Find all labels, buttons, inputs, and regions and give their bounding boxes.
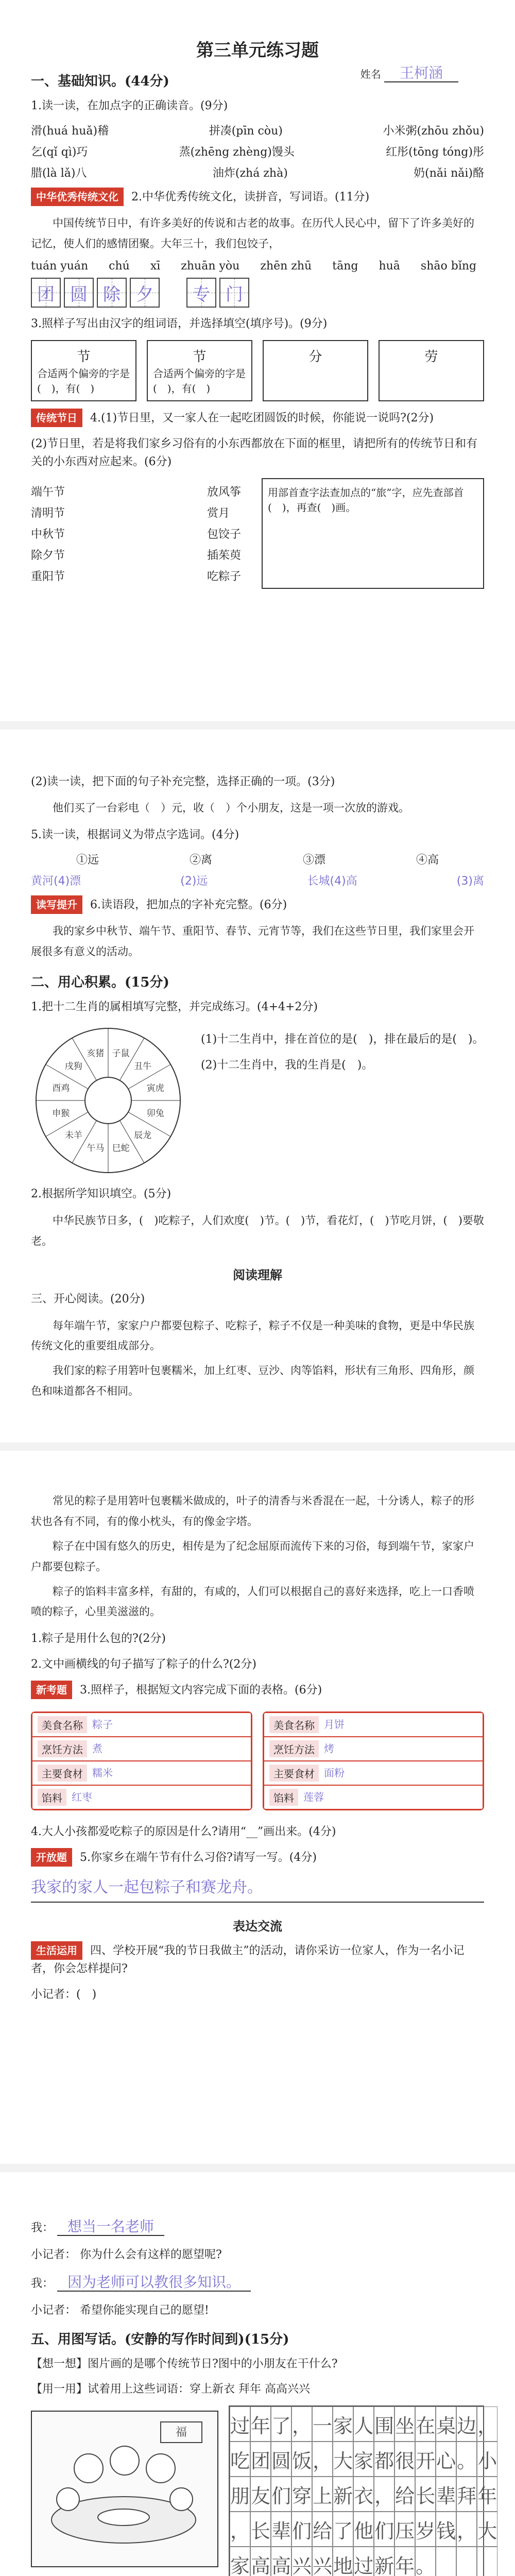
section-3-heading bbox=[31, 1290, 484, 1308]
food-value[interactable]: 烤 bbox=[324, 1742, 334, 1755]
writing-cell[interactable]: 除 bbox=[97, 278, 127, 308]
page-4 bbox=[0, 2164, 515, 2576]
q6-item: (2)远 bbox=[180, 875, 208, 888]
food-value[interactable]: 红枣 bbox=[72, 1790, 92, 1803]
food-table bbox=[31, 1711, 252, 1810]
q1-item: 拼凑(pīn còu) bbox=[209, 125, 283, 138]
pinyin: zhēn zhū bbox=[260, 260, 312, 273]
match-right-col bbox=[207, 483, 241, 584]
q6-option: ③漂 bbox=[302, 854, 325, 867]
writing-cell[interactable]: 团 bbox=[31, 278, 61, 308]
composition-grid[interactable] bbox=[229, 2405, 497, 2576]
composition-cell[interactable]: ， bbox=[374, 2477, 394, 2512]
composition-cell[interactable]: ， bbox=[477, 2406, 497, 2442]
dialog-line bbox=[31, 2246, 484, 2264]
q7-text: 6.读语段，把加点的字补充完整。(6分) bbox=[90, 899, 287, 912]
question-4 bbox=[31, 409, 484, 427]
match-left-item[interactable]: 除夕节 bbox=[31, 549, 65, 562]
q1-item: 红彤(tōng tóng)彤 bbox=[386, 146, 484, 159]
composition-cell[interactable]: 家 bbox=[353, 2442, 374, 2477]
writing-prompt-2: 【用一用】试着用上这些词语：穿上新衣 拜年 高高兴兴 bbox=[31, 2383, 310, 2396]
composition-cell[interactable]: 长 bbox=[415, 2477, 436, 2512]
composition-cell[interactable]: 新 bbox=[333, 2477, 353, 2512]
q9-text: 中华民族节日多，( )吃粽子，人们欢度( )节。( )节，看花灯，( )节吃月饼，( )要敬老。 bbox=[31, 1214, 484, 1247]
match-left-item[interactable]: 重阳节 bbox=[31, 570, 65, 583]
q4-match-area bbox=[31, 478, 484, 589]
q1-item: 奶(nǎi nǎi)酪 bbox=[414, 167, 484, 180]
composition-cell[interactable]: 桌 bbox=[436, 2406, 456, 2442]
match-exercise bbox=[31, 483, 241, 584]
q2-passage: 中国传统节日中，有许多美好的传说和古老的故事。在历代人民心中，留下了许多美好的记忆，使人们的感情团聚。大年三十，我们包饺子， bbox=[31, 217, 474, 250]
q15-text: 四、学校开展“我的节日我做主”的活动，请你采访一位家人，作为一名小记者，你会怎样提问? bbox=[31, 1944, 465, 1976]
page-1 bbox=[0, 0, 515, 721]
reading-paragraph: 粽子的馅料丰富多样，有甜的，有咸的，人们可以根据自己的喜好来选择，吃上一口香喷喷的粽子，心里美滋滋的。 bbox=[31, 1585, 474, 1618]
q6-item: 黄河(4)漂 bbox=[31, 875, 81, 888]
composition-cell[interactable]: 地 bbox=[333, 2547, 353, 2576]
composition-cell[interactable]: 了 bbox=[333, 2512, 353, 2547]
food-row bbox=[264, 1737, 483, 1761]
composition-cell[interactable]: 年 bbox=[394, 2547, 415, 2576]
composition-cell[interactable]: 他 bbox=[353, 2512, 374, 2547]
food-label: 主要食材 bbox=[269, 1765, 319, 1782]
dialog-question: 你为什么会有这样的愿望呢? bbox=[80, 2248, 222, 2261]
food-label: 馅料 bbox=[38, 1789, 66, 1806]
q8-sub1: (1)十二生肖中，排在首位的是( )，排在最后的是( )。 bbox=[201, 1033, 484, 1046]
composition-cell[interactable]: 饭 bbox=[291, 2442, 312, 2477]
name-line bbox=[360, 62, 458, 82]
composition-cell[interactable]: 家 bbox=[230, 2547, 250, 2576]
composition-cell[interactable]: 辈 bbox=[271, 2512, 291, 2547]
match-right-item[interactable]: 包饺子 bbox=[207, 528, 241, 541]
food-value[interactable]: 月饼 bbox=[324, 1718, 345, 1731]
zodiac-label: 寅虎 bbox=[146, 1083, 164, 1094]
svg-text:福: 福 bbox=[175, 2426, 187, 2439]
q3-box bbox=[379, 340, 484, 401]
composition-cell[interactable]: 岁 bbox=[415, 2512, 436, 2547]
question-10: 1.粽子是用什么包的?(2分) bbox=[31, 1632, 166, 1646]
question-2 bbox=[31, 188, 484, 206]
q6-option: ④高 bbox=[416, 854, 439, 867]
question-12 bbox=[31, 1681, 484, 1699]
zodiac-label: 申猴 bbox=[52, 1109, 70, 1120]
composition-cell[interactable]: 们 bbox=[271, 2477, 291, 2512]
zodiac-label: 丑牛 bbox=[134, 1061, 152, 1072]
writing-prompt: 【想一想】图片画的是哪个传统节日?图中的小朋友在干什么? bbox=[31, 2357, 338, 2370]
q12-text: 3.照样子，根据短文内容完成下面的表格。(6分) bbox=[80, 1683, 322, 1697]
zodiac-divider bbox=[72, 1038, 97, 1080]
composition-cell[interactable]: 开 bbox=[415, 2442, 436, 2477]
composition-cell[interactable]: 在 bbox=[415, 2406, 436, 2442]
composition-cell[interactable]: 。 bbox=[415, 2547, 436, 2576]
q6-items bbox=[31, 872, 484, 888]
question-1: 1.读一读，在加点字的正确读音。(9分) bbox=[31, 99, 228, 112]
zodiac-label: 午马 bbox=[87, 1143, 105, 1154]
q3-boxes bbox=[31, 340, 484, 401]
food-tables bbox=[31, 1706, 484, 1816]
pinyin: chú bbox=[109, 260, 130, 273]
dialog-label: 小记者： bbox=[31, 2303, 77, 2317]
dialog-line bbox=[31, 2215, 484, 2239]
composition-cell[interactable]: 年 bbox=[477, 2477, 497, 2512]
food-row bbox=[264, 1713, 483, 1737]
food-label: 烹饪方法 bbox=[269, 1740, 319, 1757]
q14-text: 5.你家乡在端午节有什么习俗?请写一写。(4分) bbox=[80, 1851, 317, 1865]
dialog-line bbox=[31, 2271, 484, 2294]
composition-cell[interactable]: 很 bbox=[394, 2442, 415, 2477]
q7-tag: 读写提升 bbox=[31, 895, 82, 914]
composition-cell[interactable]: 过 bbox=[230, 2406, 250, 2442]
food-value[interactable]: 面粉 bbox=[324, 1766, 345, 1779]
composition-cell[interactable]: 压 bbox=[394, 2512, 415, 2547]
pinyin: zhuān yòu bbox=[181, 260, 240, 273]
q6-options bbox=[31, 851, 484, 867]
q5-sentence: 他们买了一台彩电（ ）元，收（ ）个小朋友，这是一项一次放的游戏。 bbox=[53, 802, 409, 815]
family-dinner-illustration bbox=[31, 2411, 218, 2567]
page-title: 第三单元练习题 bbox=[196, 40, 319, 61]
name-value: 王柯涵 bbox=[384, 64, 458, 82]
composition-cell[interactable]: 都 bbox=[374, 2442, 394, 2477]
composition-cell[interactable]: 人 bbox=[353, 2406, 374, 2442]
q8-sub2: (2)十二生肖中，我的生肖是( )。 bbox=[201, 1058, 373, 1072]
composition-cell[interactable]: 圆 bbox=[271, 2442, 291, 2477]
zodiac-label: 亥猪 bbox=[87, 1048, 105, 1059]
pinyin: huā bbox=[379, 260, 400, 273]
writing-cell[interactable]: 圆 bbox=[64, 278, 94, 308]
zodiac-inner-ring bbox=[85, 1077, 131, 1124]
pinyin: shāo bǐng bbox=[420, 260, 477, 273]
food-row bbox=[32, 1713, 251, 1737]
writing-cell[interactable]: 夕 bbox=[130, 278, 160, 308]
composition-cell[interactable]: ， bbox=[312, 2442, 333, 2477]
composition-cell[interactable]: 给 bbox=[394, 2477, 415, 2512]
food-row bbox=[32, 1737, 251, 1761]
composition-cell[interactable]: 友 bbox=[250, 2477, 271, 2512]
composition-cell[interactable]: 坐 bbox=[394, 2406, 415, 2442]
composition-cell[interactable]: 吃 bbox=[230, 2442, 250, 2477]
zodiac-label: 子鼠 bbox=[112, 1048, 130, 1059]
question-5: (2)读一读，把下面的句子补充完整，选择正确的一项。(3分) bbox=[31, 775, 335, 788]
composition-cell[interactable]: 拜 bbox=[456, 2477, 477, 2512]
q6-item: (3)离 bbox=[456, 875, 484, 888]
q14-answer[interactable]: 我家的家人一起包粽子和赛龙舟。 bbox=[31, 1874, 484, 1903]
zodiac-label: 卯兔 bbox=[146, 1109, 164, 1120]
reading-title: 阅读理解 bbox=[233, 1267, 282, 1283]
food-label: 美食名称 bbox=[269, 1716, 319, 1733]
question-15 bbox=[31, 1941, 484, 1978]
zodiac-area bbox=[31, 1023, 484, 1178]
composition-cell[interactable]: 新 bbox=[374, 2547, 394, 2576]
composition-cell[interactable] bbox=[436, 2547, 456, 2576]
dialog-label: 我： bbox=[31, 2222, 54, 2234]
composition-cell[interactable]: 大 bbox=[333, 2442, 353, 2477]
dialog-question: 希望你能实现自己的愿望! bbox=[80, 2303, 209, 2317]
q1-items-row-3 bbox=[31, 164, 484, 180]
q6-option: ①远 bbox=[76, 854, 99, 867]
page-3 bbox=[0, 1443, 515, 2164]
match-right-item[interactable]: 插茱萸 bbox=[207, 549, 241, 562]
zodiac-divider bbox=[72, 1121, 97, 1163]
composition-cell[interactable]: 穿 bbox=[291, 2477, 312, 2512]
dialog-label: 我： bbox=[31, 2277, 54, 2290]
pinyin: tāng bbox=[332, 260, 358, 273]
exchange-title: 表达交流 bbox=[233, 1919, 282, 1934]
question-4-sub: (2)节日里，若是将我们家乡习俗有的小东西都放在下面的框里，请把所有的传统节日和有关的小东西对应起来。(6分) bbox=[31, 437, 478, 468]
q6-option: ②离 bbox=[189, 854, 212, 867]
composition-cell[interactable]: 一 bbox=[312, 2406, 333, 2442]
q1-item: 乞(qǐ qì)巧 bbox=[31, 146, 88, 159]
composition-cell[interactable] bbox=[456, 2547, 477, 2576]
zodiac-divider bbox=[120, 1121, 145, 1163]
food-label: 烹饪方法 bbox=[38, 1740, 87, 1757]
food-row bbox=[32, 1761, 251, 1785]
composition-cell[interactable]: 家 bbox=[333, 2406, 353, 2442]
composition-cell[interactable]: 朋 bbox=[230, 2477, 250, 2512]
q3-box-char: 节 bbox=[193, 349, 207, 365]
food-value[interactable]: 粽子 bbox=[92, 1718, 113, 1731]
composition-cell[interactable]: 衣 bbox=[353, 2477, 374, 2512]
composition-cell[interactable]: ， bbox=[291, 2406, 312, 2442]
q4-tag: 传统节日 bbox=[31, 409, 82, 427]
pinyin: tuán yuán bbox=[31, 260, 89, 273]
composition-cell[interactable]: 心 bbox=[436, 2442, 456, 2477]
q2-answer-grid bbox=[31, 278, 484, 308]
q1-items-row-2 bbox=[31, 143, 484, 159]
composition-cell[interactable]: 们 bbox=[374, 2512, 394, 2547]
q3-box-char: 劳 bbox=[424, 349, 438, 365]
writing-cell[interactable]: 门 bbox=[219, 278, 249, 308]
composition-cell[interactable]: 给 bbox=[312, 2512, 333, 2547]
composition-cell[interactable]: 边 bbox=[456, 2406, 477, 2442]
composition-cell[interactable]: 年 bbox=[250, 2406, 271, 2442]
zodiac-label: 未羊 bbox=[64, 1130, 82, 1141]
section-2-heading: 二、用心积累。(15分) bbox=[31, 975, 169, 991]
zodiac-label: 巳蛇 bbox=[112, 1143, 130, 1154]
food-row bbox=[264, 1761, 483, 1785]
food-value[interactable]: 莲蓉 bbox=[303, 1790, 324, 1803]
zodiac-label: 酉鸡 bbox=[52, 1083, 70, 1094]
match-left-item[interactable]: 清明节 bbox=[31, 506, 65, 520]
composition-cell[interactable]: 上 bbox=[312, 2477, 333, 2512]
food-label: 主要食材 bbox=[38, 1765, 87, 1782]
q1-item: 小米粥(zhōu zhǒu) bbox=[383, 125, 484, 138]
food-table bbox=[263, 1711, 484, 1810]
zodiac-label: 戌狗 bbox=[64, 1061, 82, 1072]
q1-item: 腊(là lǎ)八 bbox=[31, 167, 87, 180]
question-3: 3.照样子写出由汉字的组词语，并选择填空(填序号)。(9分) bbox=[31, 317, 328, 331]
composition-cell[interactable]: ， bbox=[456, 2512, 477, 2547]
q1-item: 蒸(zhēng zhèng)馒头 bbox=[179, 146, 295, 159]
q14-tag: 开放题 bbox=[31, 1848, 72, 1867]
composition-cell[interactable]: 高 bbox=[271, 2547, 291, 2576]
q6-item: 长城(4)高 bbox=[307, 875, 357, 888]
question-7 bbox=[31, 895, 484, 914]
q1-item: 滑(huá huǎ)稽 bbox=[31, 125, 109, 138]
composition-cell[interactable]: 们 bbox=[291, 2512, 312, 2547]
match-right-item[interactable]: 赏月 bbox=[207, 506, 230, 520]
q2-text: 2.中华优秀传统文化，读拼音，写词语。(11分) bbox=[131, 191, 370, 204]
zodiac-label: 辰龙 bbox=[134, 1130, 152, 1141]
q1-items-row-1 bbox=[31, 122, 484, 138]
family-dinner-drawing bbox=[32, 2412, 215, 2564]
zodiac-divider bbox=[120, 1038, 145, 1080]
writing-area bbox=[31, 2405, 497, 2576]
q7-passage: 我的家乡中秋节、端午节、重阳节、春节、元宵节等，我们在这些节日里，我们家里会开展很多有意义的活动。 bbox=[31, 925, 474, 958]
composition-cell[interactable]: 围 bbox=[374, 2406, 394, 2442]
food-row bbox=[264, 1785, 483, 1809]
match-left-col bbox=[31, 483, 65, 584]
q3-box bbox=[31, 340, 136, 401]
dialog-answer[interactable]: 想当一名老师 bbox=[57, 2218, 164, 2236]
q2-tag: 中华优秀传统文化 bbox=[31, 188, 124, 206]
q3-box-char: 分 bbox=[308, 349, 322, 365]
composition-cell[interactable]: 辈 bbox=[436, 2477, 456, 2512]
composition-cell[interactable]: 了 bbox=[271, 2406, 291, 2442]
match-right-item[interactable]: 放风筝 bbox=[207, 485, 241, 499]
composition-cell[interactable]: 长 bbox=[250, 2512, 271, 2547]
composition-cell[interactable]: 高 bbox=[250, 2547, 271, 2576]
match-left-item[interactable]: 端午节 bbox=[31, 485, 65, 499]
question-11: 2.文中画横线的句子描写了粽子的什么?(2分) bbox=[31, 1657, 256, 1671]
pinyin: xī bbox=[150, 260, 161, 273]
zodiac-wheel bbox=[31, 1023, 185, 1178]
question-13: 4.大人小孩都爱吃粽子的原因是什么?请用“__”画出来。(4分) bbox=[31, 1825, 336, 1838]
question-9: 2.根据所学知识填空。(5分) bbox=[31, 1188, 171, 1201]
q2-pinyin-row bbox=[31, 260, 484, 273]
q3-box bbox=[263, 340, 368, 401]
section-1-heading: 一、基础知识。(44分) bbox=[31, 74, 169, 89]
food-row bbox=[32, 1785, 251, 1809]
dialog-label: 小记者： bbox=[31, 2248, 77, 2261]
match-left-item[interactable]: 中秋节 bbox=[31, 528, 65, 541]
composition-cell[interactable]: 兴 bbox=[312, 2547, 333, 2576]
q15-tag: 生活运用 bbox=[31, 1941, 82, 1960]
food-label: 美食名称 bbox=[38, 1716, 87, 1733]
composition-cell[interactable]: 大 bbox=[477, 2512, 497, 2547]
page-2 bbox=[0, 721, 515, 1443]
composition-cell[interactable] bbox=[477, 2547, 497, 2576]
reading-paragraph: 常见的粽子是用箬叶包裹糯米做成的，叶子的清香与米香混在一起，十分诱人，粽子的形状也各有不同，有的像小枕头，有的像金字塔。 bbox=[31, 1495, 474, 1528]
food-label: 馅料 bbox=[269, 1789, 298, 1806]
reading-paragraph: 粽子在中国有悠久的历史，相传是为了纪念屈原而流传下来的习俗，每到端午节，家家户户都要包粽子。 bbox=[31, 1539, 474, 1573]
composition-cell[interactable]: ， bbox=[230, 2512, 250, 2547]
q12-tag: 新考题 bbox=[31, 1681, 72, 1699]
q1-item: 油炸(zhá zhà) bbox=[212, 167, 288, 180]
composition-cell[interactable]: 。 bbox=[456, 2442, 477, 2477]
question-14 bbox=[31, 1848, 484, 1867]
q4-text: 4.(1)节日里，又一家人在一起吃团圆饭的时候，你能说一说吗?(2分) bbox=[90, 412, 434, 425]
composition-cell[interactable]: 钱 bbox=[436, 2512, 456, 2547]
composition-cell[interactable]: 小 bbox=[477, 2442, 497, 2477]
q15-sub: 小记者：( ) bbox=[31, 1988, 97, 2001]
dialog-answer[interactable]: 因为老师可以教很多知识。 bbox=[57, 2274, 251, 2292]
section-3-text: 三、开心阅读。(20分) bbox=[31, 1293, 145, 1306]
composition-cell[interactable]: 过 bbox=[353, 2547, 374, 2576]
question-6: 5.读一读，根据词义为带点字选词。(4分) bbox=[31, 828, 239, 842]
reading-paragraph: 我们家的粽子用箬叶包裹糯米，加上红枣、豆沙、肉等馅料，形状有三角形、四角形，颜色和味道都各不相同。 bbox=[31, 1364, 474, 1398]
question-8: 1.把十二生肖的属相填写完整，并完成练习。(4+4+2分) bbox=[31, 1001, 318, 1014]
q3-box-sentence: 合适两个偏旁的字是( )，有( ) bbox=[37, 367, 130, 395]
writing-cell[interactable]: 专 bbox=[186, 278, 216, 308]
food-value[interactable]: 糯米 bbox=[92, 1766, 113, 1779]
match-right-item[interactable]: 吃粽子 bbox=[207, 570, 241, 583]
name-label: 姓名 bbox=[360, 68, 381, 80]
composition-cell[interactable]: 团 bbox=[250, 2442, 271, 2477]
note-box: 用部首查字法查加点的“旅”字，应先查部首( )，再查( )画。 bbox=[262, 478, 484, 589]
q3-box-char: 节 bbox=[77, 349, 91, 365]
food-value[interactable]: 煮 bbox=[92, 1742, 102, 1755]
composition-cell[interactable]: 兴 bbox=[291, 2547, 312, 2576]
zodiac-questions bbox=[201, 1023, 484, 1081]
section-5-heading: 五、用图写话。(安静的写作时间到)(15分) bbox=[31, 2331, 289, 2347]
q3-box-sentence: 合适两个偏旁的字是( )，有( ) bbox=[153, 367, 246, 395]
q3-box bbox=[147, 340, 252, 401]
reading-paragraph: 每年端午节，家家户户都要包粽子、吃粽子，粽子不仅是一种美味的食物，更是中华民族传统文化的重要组成部分。 bbox=[31, 1319, 474, 1352]
dialog-line bbox=[31, 2301, 484, 2319]
